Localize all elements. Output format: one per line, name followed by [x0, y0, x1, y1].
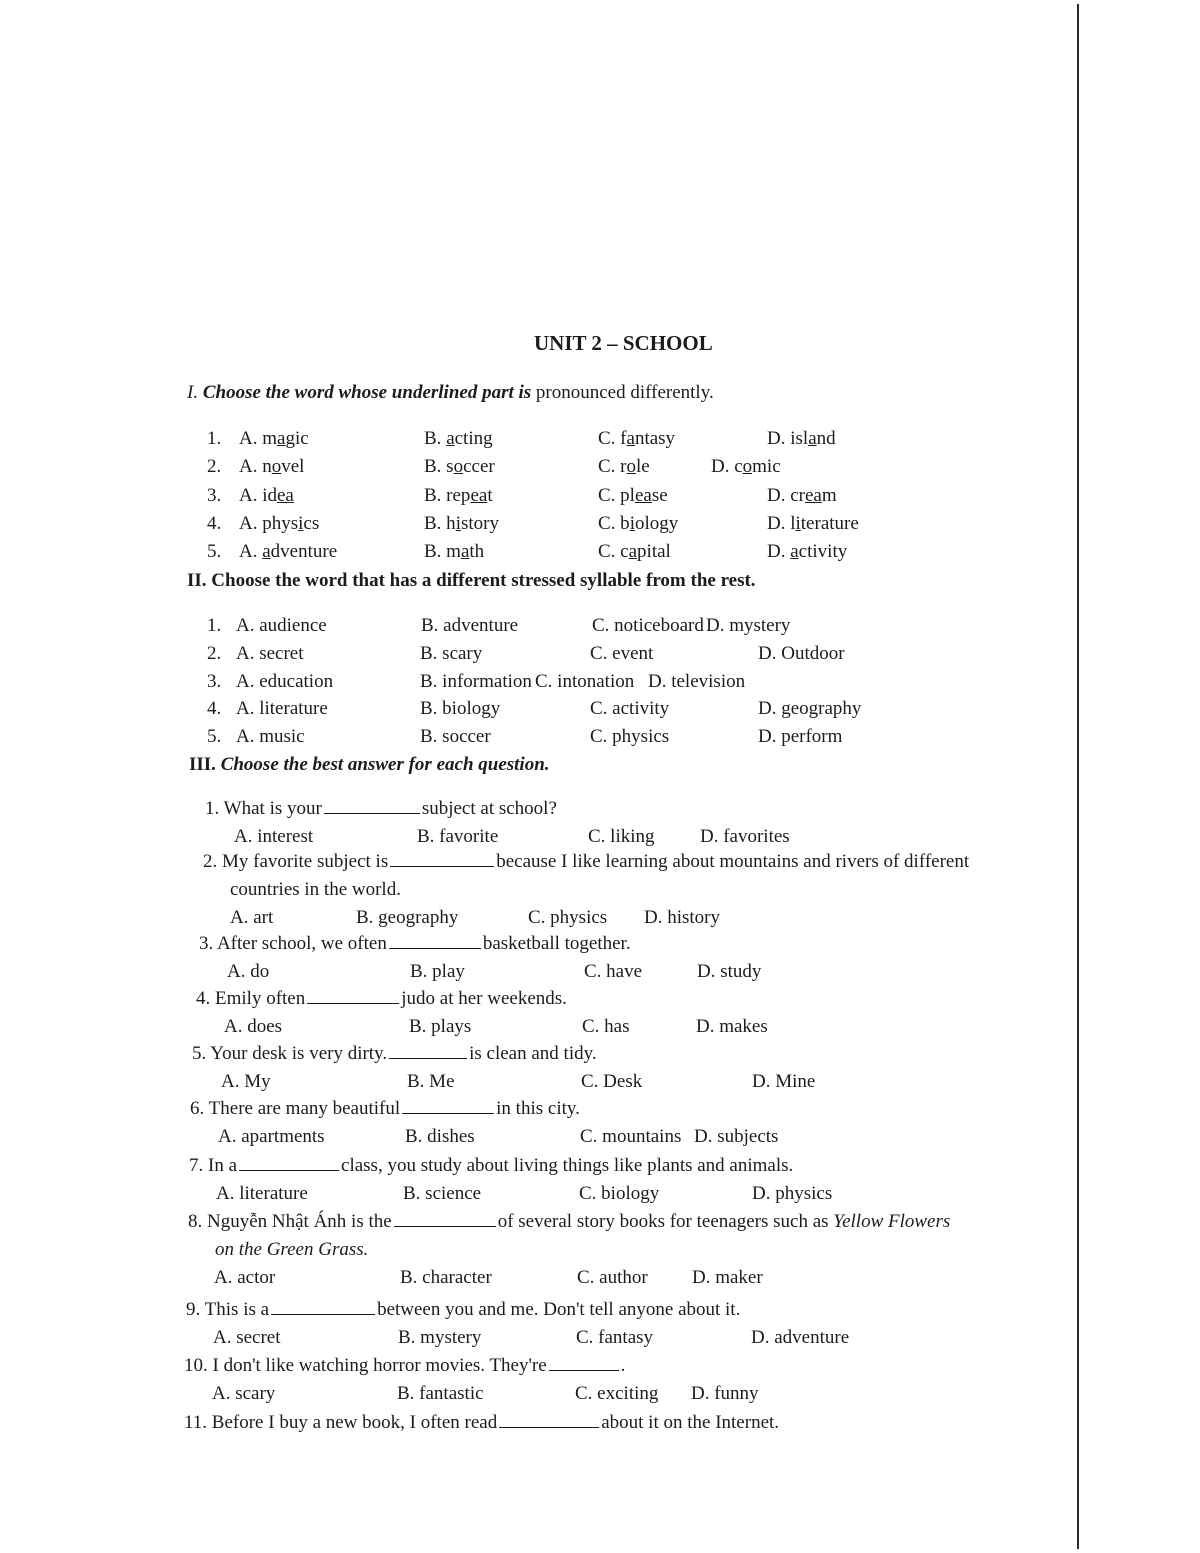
option-c-post: se [651, 484, 668, 506]
option-c-pre: C. b [598, 512, 630, 534]
answer-blank [324, 812, 420, 814]
option-c: C. author [577, 1267, 648, 1288]
answer-blank [394, 1225, 496, 1227]
question-3 [199, 933, 631, 955]
option-a: A. literature [216, 1182, 308, 1204]
question-text: between you and me. Don't tell anyone about it. [377, 1299, 741, 1320]
answer-blank [549, 1369, 619, 1371]
option-a-pre: A. m [239, 428, 277, 449]
option-c-underlined: o [626, 456, 636, 478]
option-c-pre: C. pl [598, 484, 635, 506]
question-text: There are many beautiful [208, 1098, 401, 1119]
option-d: D. subjects [694, 1125, 779, 1147]
option-d [711, 456, 781, 478]
option-c-post: ology [634, 512, 679, 534]
option-c: C. Desk [581, 1070, 643, 1092]
question-text: In a [208, 1155, 238, 1176]
question-number: 8. [188, 1211, 207, 1232]
question-number: 2. [203, 851, 222, 872]
option-d-pre: D. l [767, 512, 796, 534]
item-number: 1. [207, 428, 222, 449]
question-7 [189, 1155, 793, 1177]
question-number: 10. [184, 1355, 213, 1376]
option-d: D. Mine [752, 1070, 816, 1092]
option-d-underlined: o [742, 456, 753, 478]
question-text: in this city. [496, 1098, 580, 1119]
option-b: B. soccer [420, 726, 491, 748]
question-number: 7. [189, 1155, 208, 1176]
option-b-pre: B. rep [424, 484, 471, 506]
section-1-instruction: Choose the word whose underlined part is [202, 382, 532, 403]
option-a [239, 513, 319, 535]
question-text: I don't like watching horror movies. They're [212, 1355, 547, 1376]
option-c [598, 513, 678, 535]
option-a: A. actor [214, 1267, 276, 1288]
option-c [598, 428, 675, 450]
option-d: D. history [644, 907, 720, 928]
option-a [239, 541, 337, 563]
question-text: basketball together. [482, 933, 631, 954]
option-d: D. television [648, 670, 746, 692]
question-text: . [620, 1355, 626, 1376]
option-a: A. does [224, 1015, 283, 1037]
option-b-post: ccer [463, 456, 495, 478]
option-a: A. interest [234, 825, 314, 847]
option-c-underlined: a [628, 541, 638, 563]
option-d-pre: D. cr [767, 484, 805, 506]
option-d: D. adventure [751, 1326, 850, 1348]
item-number: 1. [207, 615, 222, 636]
option-b [424, 428, 493, 450]
option-d: D. physics [752, 1182, 833, 1204]
answer-blank [271, 1313, 375, 1315]
question-11 [184, 1412, 779, 1434]
option-d-underlined: ea [804, 484, 822, 506]
question-text: subject at school? [421, 798, 557, 819]
question-text: judo at her weekends. [401, 988, 567, 1009]
option-d: D. study [697, 960, 762, 982]
option-d [767, 485, 837, 507]
option-b [424, 541, 484, 563]
option-a-underlined: i [298, 512, 304, 534]
option-a [239, 456, 304, 478]
option-c-post: pital [637, 541, 671, 563]
question-text: Nguyễn Nhật Ánh is the [207, 1211, 392, 1232]
option-d: D. geography [758, 698, 862, 720]
section-1-number: I. [187, 382, 199, 403]
option-a [239, 428, 309, 450]
section-1-heading [187, 382, 714, 404]
section-1-instruction-rest: pronounced differently. [535, 382, 714, 403]
option-a-pre: A. [239, 541, 263, 563]
question-text: is clean and tidy. [469, 1043, 597, 1064]
question-number: 5. [192, 1043, 211, 1064]
option-c [598, 541, 671, 563]
option-a [239, 485, 294, 507]
question-text-continued: on the Green Grass. [215, 1239, 369, 1260]
option-b-underlined: a [460, 541, 470, 563]
option-a-post: cs [303, 512, 320, 534]
item-number: 5. [207, 541, 222, 563]
option-d-underlined: a [790, 541, 799, 563]
option-d [767, 541, 847, 563]
option-c: C. fantasy [576, 1326, 654, 1348]
option-d: D. funny [691, 1382, 759, 1404]
option-b: B. plays [409, 1015, 472, 1037]
question-number: 6. [190, 1098, 209, 1119]
section-2-heading: II. Choose the word that has a different stressed syllable from the rest. [187, 570, 756, 591]
answer-blank [390, 865, 494, 867]
page-edge-line [1077, 4, 1079, 1549]
item-number: 2. [207, 456, 222, 478]
option-c: C. event [590, 642, 654, 664]
option-b: B. adventure [421, 615, 519, 636]
question-text: class, you study about living things like plants and animals. [341, 1155, 794, 1176]
option-a: A. audience [236, 615, 327, 636]
option-b: B. scary [420, 642, 483, 664]
option-a: A. music [236, 726, 305, 748]
option-a: A. apartments [218, 1125, 325, 1147]
option-d [767, 428, 836, 450]
option-b-underlined: o [453, 456, 464, 478]
question-text: of several story books for teenagers such as [497, 1211, 829, 1232]
option-c-underlined: ea [634, 484, 652, 506]
option-a: A. My [221, 1070, 271, 1092]
option-c: C. activity [590, 698, 670, 720]
answer-blank [402, 1112, 494, 1114]
option-d-post: m [821, 484, 837, 506]
question-text-italic: Yellow Flowers [833, 1211, 951, 1232]
option-b: B. play [410, 960, 465, 982]
item-number: 2. [207, 642, 222, 664]
question-number: 4. [196, 988, 215, 1009]
option-a-post: dventure [270, 541, 338, 563]
question-5 [192, 1043, 597, 1065]
option-b: B. favorite [417, 825, 499, 847]
option-c [598, 485, 668, 507]
option-d-post: mic [752, 456, 781, 478]
option-b-pre: B. m [424, 541, 461, 563]
section-3-instruction: Choose the best answer for each question. [220, 754, 550, 775]
question-text: My favorite subject is [222, 851, 389, 872]
option-d-post: ctivity [798, 541, 848, 563]
option-b: B. biology [420, 698, 501, 720]
option-c-post: ntasy [634, 428, 676, 449]
option-b: B. character [400, 1267, 492, 1288]
option-a-post: gic [285, 428, 309, 449]
option-d-post: terature [800, 512, 859, 534]
option-a: A. literature [236, 698, 328, 720]
item-number: 3. [207, 670, 222, 692]
question-text: Your desk is very dirty. [210, 1043, 388, 1064]
question-1 [205, 798, 557, 820]
option-c: C. intonation [535, 670, 635, 692]
option-a-underlined: a [262, 541, 271, 563]
option-c: C. biology [579, 1182, 660, 1204]
option-a-underlined: ea [277, 484, 294, 506]
option-a-underlined: o [271, 456, 282, 478]
option-b: B. dishes [405, 1125, 475, 1147]
option-a: A. education [236, 670, 334, 692]
option-c: C. mountains [580, 1125, 682, 1147]
option-a-underlined: a [277, 428, 286, 449]
option-c-pre: C. r [598, 456, 627, 478]
option-a: A. art [230, 907, 274, 928]
option-b-pre: B. s [424, 456, 454, 478]
question-number: 1. [205, 798, 224, 819]
option-a: A. secret [236, 642, 304, 664]
option-b-post: story [460, 512, 499, 534]
option-b [424, 513, 499, 535]
option-b: B. fantastic [397, 1382, 484, 1404]
option-d: D. perform [758, 726, 843, 748]
option-c: C. has [582, 1015, 630, 1037]
option-b [424, 485, 493, 507]
item-number: 3. [207, 484, 222, 506]
section-3-number: III. [189, 754, 216, 775]
question-4 [196, 988, 567, 1010]
question-text-continued: countries in the world. [230, 879, 401, 900]
option-c-underlined: i [629, 512, 635, 534]
option-d: D. Outdoor [758, 642, 845, 664]
question-text: After school, we often [216, 933, 387, 954]
option-a-pre: A. id [239, 484, 277, 506]
option-d-underlined: i [795, 512, 801, 534]
option-d-post: nd [816, 428, 836, 449]
option-b-pre: B. [424, 428, 447, 449]
option-d: D. maker [692, 1267, 763, 1288]
option-a: A. do [227, 960, 270, 982]
question-6 [190, 1098, 580, 1120]
option-d: D. favorites [700, 825, 790, 847]
option-d: D. mystery [706, 615, 791, 636]
option-b-post: t [487, 484, 493, 506]
item-number: 4. [207, 698, 222, 720]
question-text: Before I buy a new book, I often read [211, 1412, 498, 1433]
option-a: A. secret [213, 1326, 281, 1348]
option-d-underlined: a [808, 428, 817, 449]
option-d [767, 513, 859, 535]
question-text: about it on the Internet. [601, 1412, 780, 1433]
option-c: C. noticeboard [592, 615, 704, 636]
option-b-underlined: ea [470, 484, 488, 506]
option-c-pre: C. f [598, 428, 627, 449]
question-text: This is a [204, 1299, 270, 1320]
option-d: D. makes [696, 1015, 768, 1037]
option-b: B. Me [407, 1070, 455, 1092]
question-text: because I like learning about mountains and rivers of different [496, 851, 970, 872]
answer-blank [389, 1057, 467, 1059]
question-text: What is your [223, 798, 322, 819]
item-number: 4. [207, 512, 222, 534]
option-a-post: vel [281, 456, 305, 478]
page-title: UNIT 2 – SCHOOL [534, 331, 713, 355]
option-c: C. have [584, 960, 643, 982]
option-b-post: cting [454, 428, 493, 449]
option-b: B. science [403, 1182, 482, 1204]
option-b-post: th [469, 541, 485, 563]
answer-blank [307, 1002, 399, 1004]
question-9 [186, 1299, 740, 1321]
option-b: B. mystery [398, 1326, 482, 1348]
option-c: C. physics [528, 907, 608, 928]
option-b: B. geography [356, 907, 459, 928]
question-10 [184, 1355, 625, 1377]
option-b [424, 456, 495, 478]
answer-blank [389, 947, 481, 949]
option-a-pre: A. n [239, 456, 272, 478]
option-c: C. physics [590, 726, 670, 748]
answer-blank [499, 1426, 599, 1428]
option-c: C. exciting [575, 1382, 659, 1404]
option-b-underlined: a [446, 428, 455, 449]
option-d-pre: D. c [711, 456, 743, 478]
option-d-pre: D. [767, 541, 791, 563]
option-c-underlined: a [626, 428, 635, 449]
question-2 [203, 851, 969, 873]
option-b: B. information [420, 670, 532, 692]
item-number: 5. [207, 726, 222, 748]
option-d-pre: D. isl [767, 428, 809, 449]
option-b-pre: B. h [424, 512, 456, 534]
option-a: A. scary [212, 1382, 276, 1404]
question-number: 11. [184, 1412, 212, 1433]
question-number: 9. [186, 1299, 205, 1320]
question-number: 3. [199, 933, 217, 954]
option-c-post: le [636, 456, 650, 478]
option-b-underlined: i [455, 512, 461, 534]
question-8 [188, 1211, 950, 1233]
option-c-pre: C. c [598, 541, 629, 563]
option-c [598, 456, 650, 478]
option-a-pre: A. phys [239, 512, 299, 534]
question-text: Emily often [215, 988, 306, 1009]
option-c: C. liking [588, 825, 655, 847]
answer-blank [239, 1169, 339, 1171]
section-3-heading [189, 754, 550, 776]
